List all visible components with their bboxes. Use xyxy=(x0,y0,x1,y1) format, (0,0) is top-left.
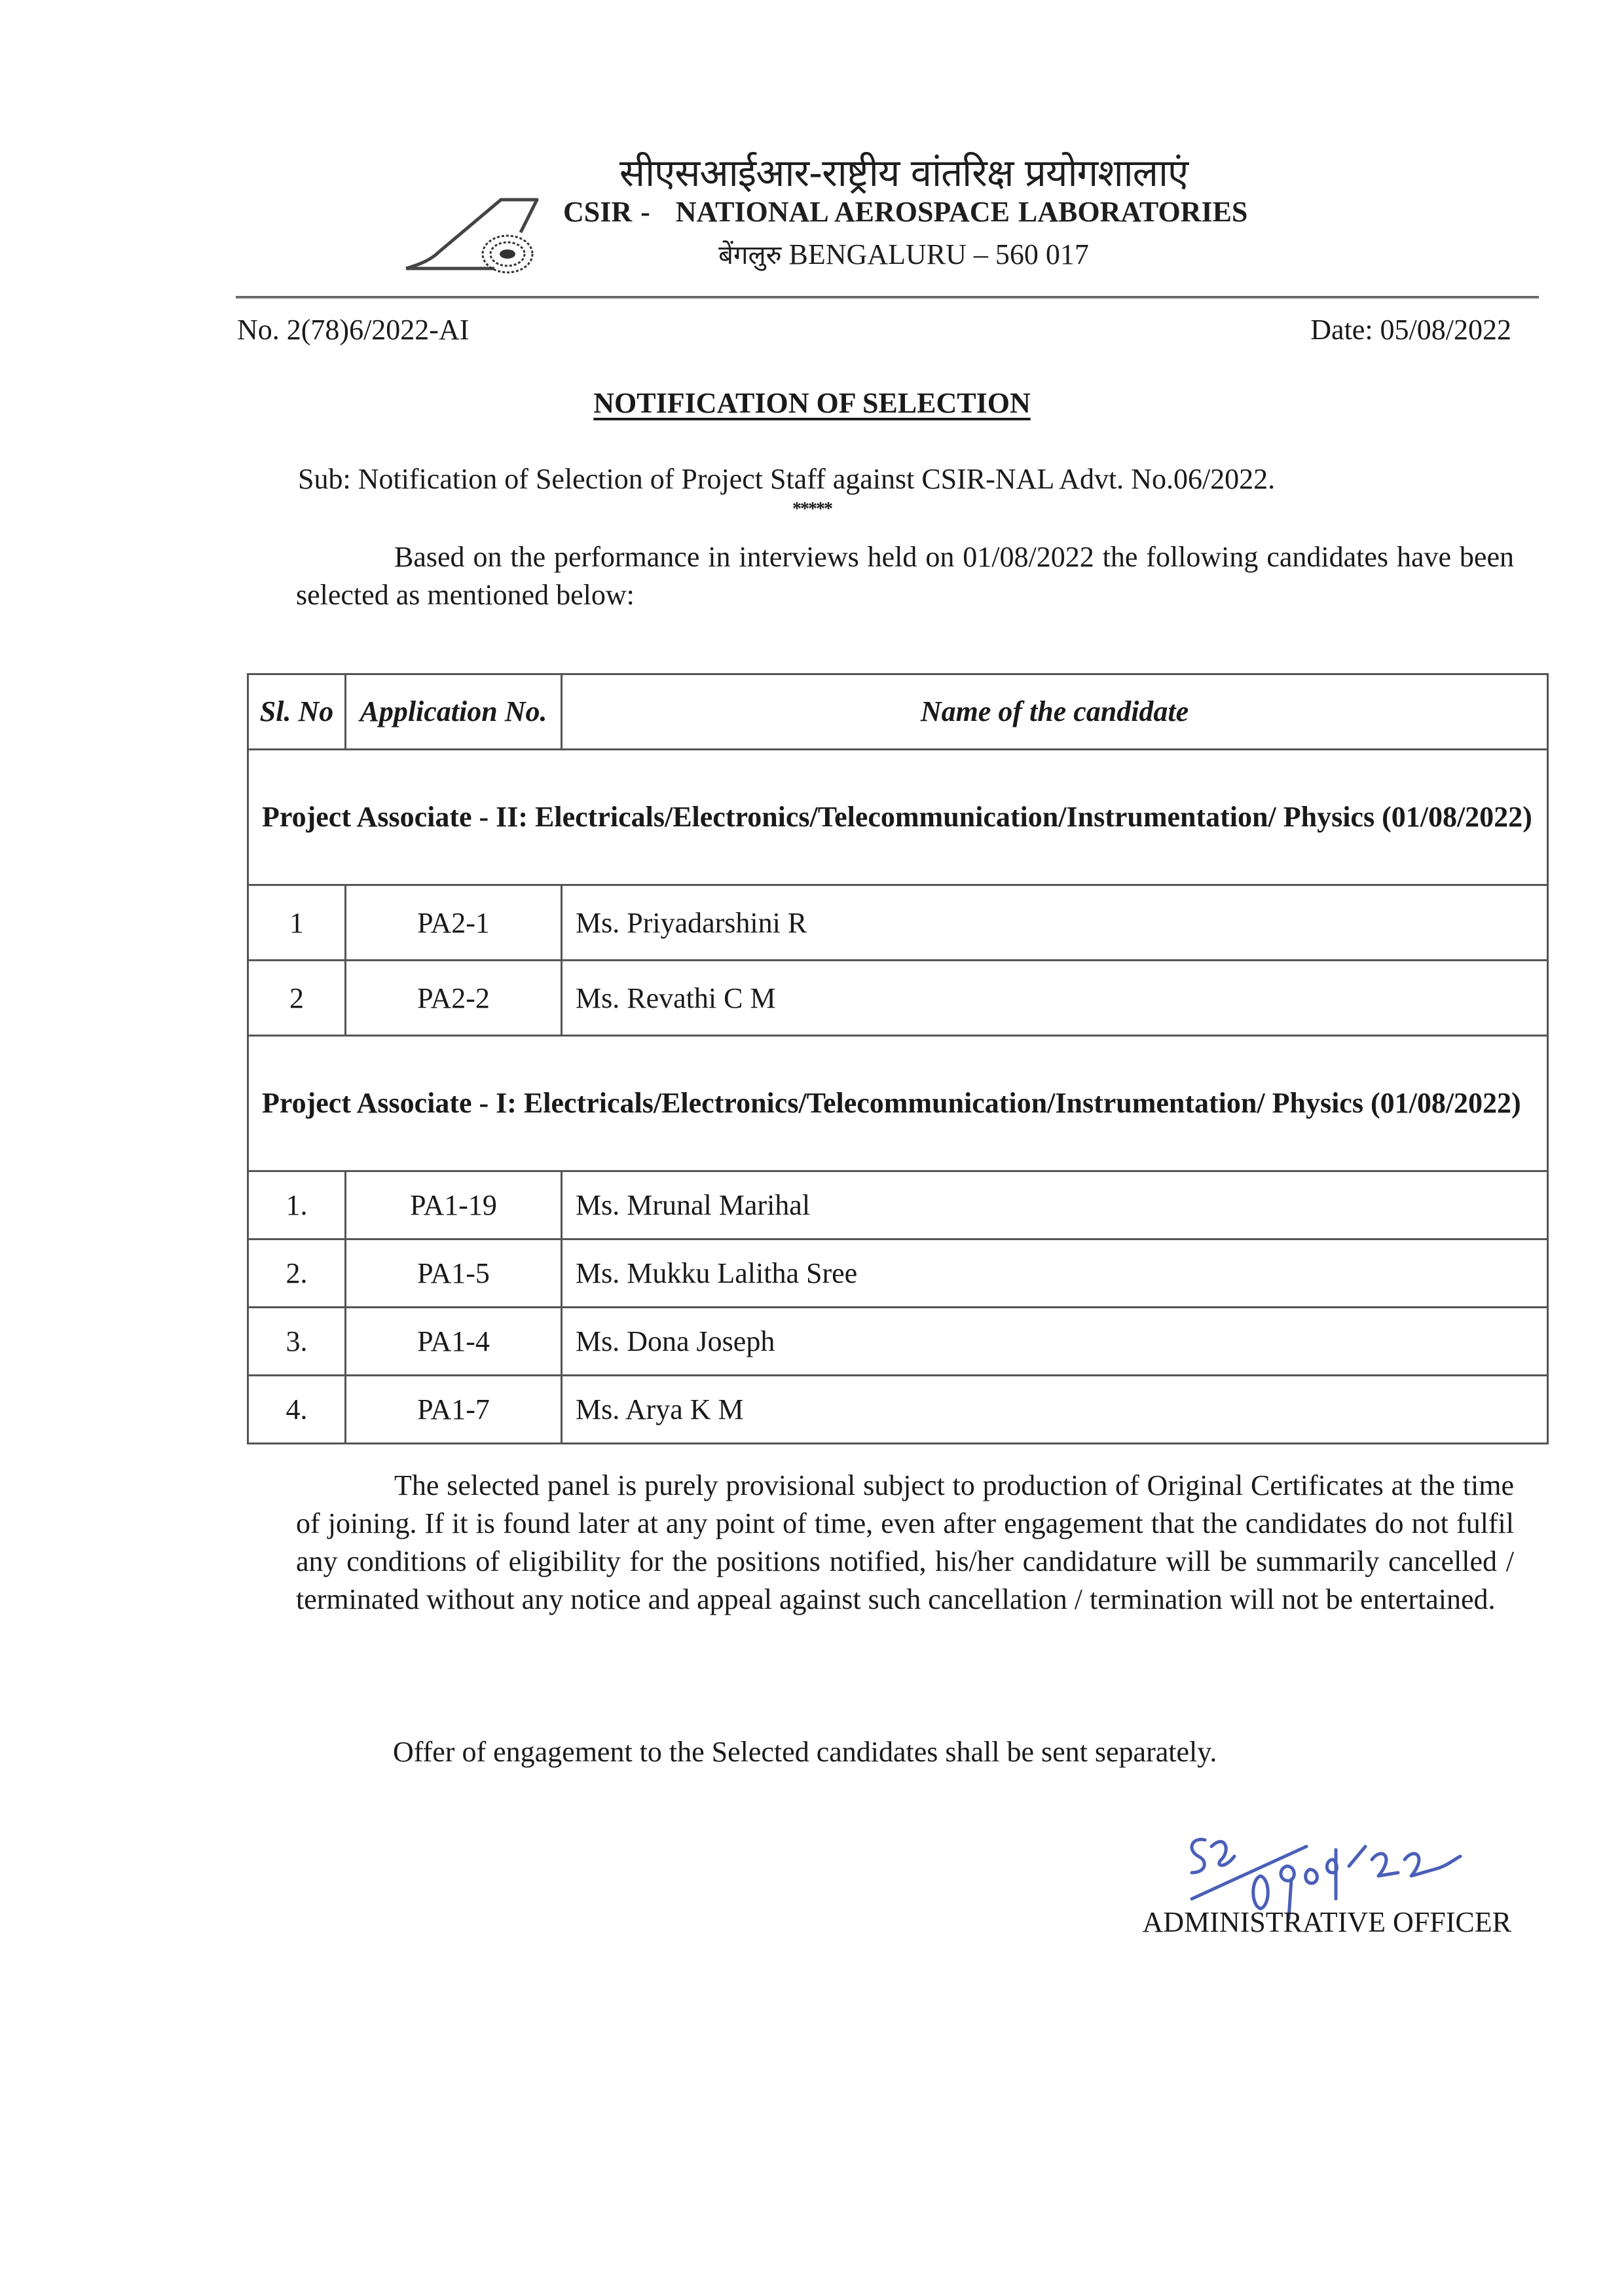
table-row xyxy=(248,885,1548,961)
cell-candidate-name: Ms. Mrunal Marihal xyxy=(562,1171,1548,1239)
cell-sl-no: 1 xyxy=(248,885,346,961)
table-row xyxy=(248,1376,1548,1444)
subject-line: Sub: Notification of Selection of Project Staff against CSIR-NAL Advt. No.06/2022. xyxy=(298,463,1276,495)
selection-table xyxy=(247,673,1549,1444)
group-header-row xyxy=(248,1036,1548,1171)
cell-application-no: PA1-7 xyxy=(346,1376,562,1444)
cell-candidate-name: Ms. Mukku Lalitha Sree xyxy=(562,1239,1548,1308)
cell-application-no: PA1-19 xyxy=(346,1171,562,1239)
cell-application-no: PA1-5 xyxy=(346,1239,562,1308)
cell-sl-no: 1. xyxy=(248,1171,346,1239)
cell-candidate-name: Ms. Arya K M xyxy=(562,1376,1548,1444)
reference-number: No. 2(78)6/2022-AI xyxy=(237,314,470,346)
cell-sl-no: 2 xyxy=(248,961,346,1036)
header-candidate-name: Name of the candidate xyxy=(562,674,1548,750)
document-title-text: NOTIFICATION OF SELECTION xyxy=(593,387,1031,419)
cell-application-no: PA2-1 xyxy=(346,885,562,961)
city-hindi: बेंगलुरु xyxy=(718,240,782,270)
document-title xyxy=(0,386,1624,420)
city-pin: BENGALURU – 560 017 xyxy=(788,238,1089,270)
separator-stars: ***** xyxy=(792,499,832,519)
cell-sl-no: 2. xyxy=(248,1239,346,1308)
table-row xyxy=(248,1239,1548,1308)
cell-sl-no: 3. xyxy=(248,1308,346,1376)
header-sl-no: Sl. No xyxy=(248,674,346,750)
cell-candidate-name: Ms. Dona Joseph xyxy=(562,1308,1548,1376)
offer-note: Offer of engagement to the Selected candidates shall be sent separately. xyxy=(393,1736,1217,1768)
cell-application-no: PA1-4 xyxy=(346,1308,562,1376)
intro-paragraph: Based on the performance in interviews held on 01/08/2022 the following candidates have been selected as mentioned below: xyxy=(296,541,1514,611)
cell-candidate-name: Ms. Priyadarshini R xyxy=(562,885,1548,961)
cell-application-no: PA2-2 xyxy=(346,961,562,1036)
letterhead-divider xyxy=(236,296,1539,299)
aircraft-tail-logo-icon xyxy=(393,187,544,278)
table-row xyxy=(248,1308,1548,1376)
document-date: Date: 05/08/2022 xyxy=(1310,314,1511,346)
cell-sl-no: 4. xyxy=(248,1376,346,1444)
disclaimer-paragraph: The selected panel is purely provisional subject to production of Original Certificates at the time of joining. If it is found later at any point of time, even after engagement that the candidates do not fulfil any conditions of eligibility for the positions notified, his/her candidature will be summarily cancelled / terminated without any notice and appeal against such cancellation / termination will not be entertained. xyxy=(296,1469,1514,1615)
signatory-designation: ADMINISTRATIVE OFFICER xyxy=(1142,1906,1511,1938)
cell-candidate-name: Ms. Revathi C M xyxy=(562,961,1548,1036)
group-title: Project Associate - II: Electricals/Electronics/Telecommunication/Instrumentation/ Physics (01/08/2022) xyxy=(248,750,1548,885)
org-name: CSIR - NATIONAL AEROSPACE LABORATORIES xyxy=(563,196,1248,228)
group-title: Project Associate - I: Electricals/Electronics/Telecommunication/Instrumentation/ Physics (01/08/2022) xyxy=(248,1036,1548,1171)
group-header-row xyxy=(248,750,1548,885)
org-name-hindi: सीएसआईआर-राष्ट्रीय वांतरिक्ष प्रयोगशालाएं xyxy=(619,151,1189,195)
table-row xyxy=(248,1171,1548,1239)
table-header-row xyxy=(248,674,1548,750)
org-address xyxy=(576,236,1231,272)
header-application-no: Application No. xyxy=(346,674,562,750)
table-row xyxy=(248,961,1548,1036)
